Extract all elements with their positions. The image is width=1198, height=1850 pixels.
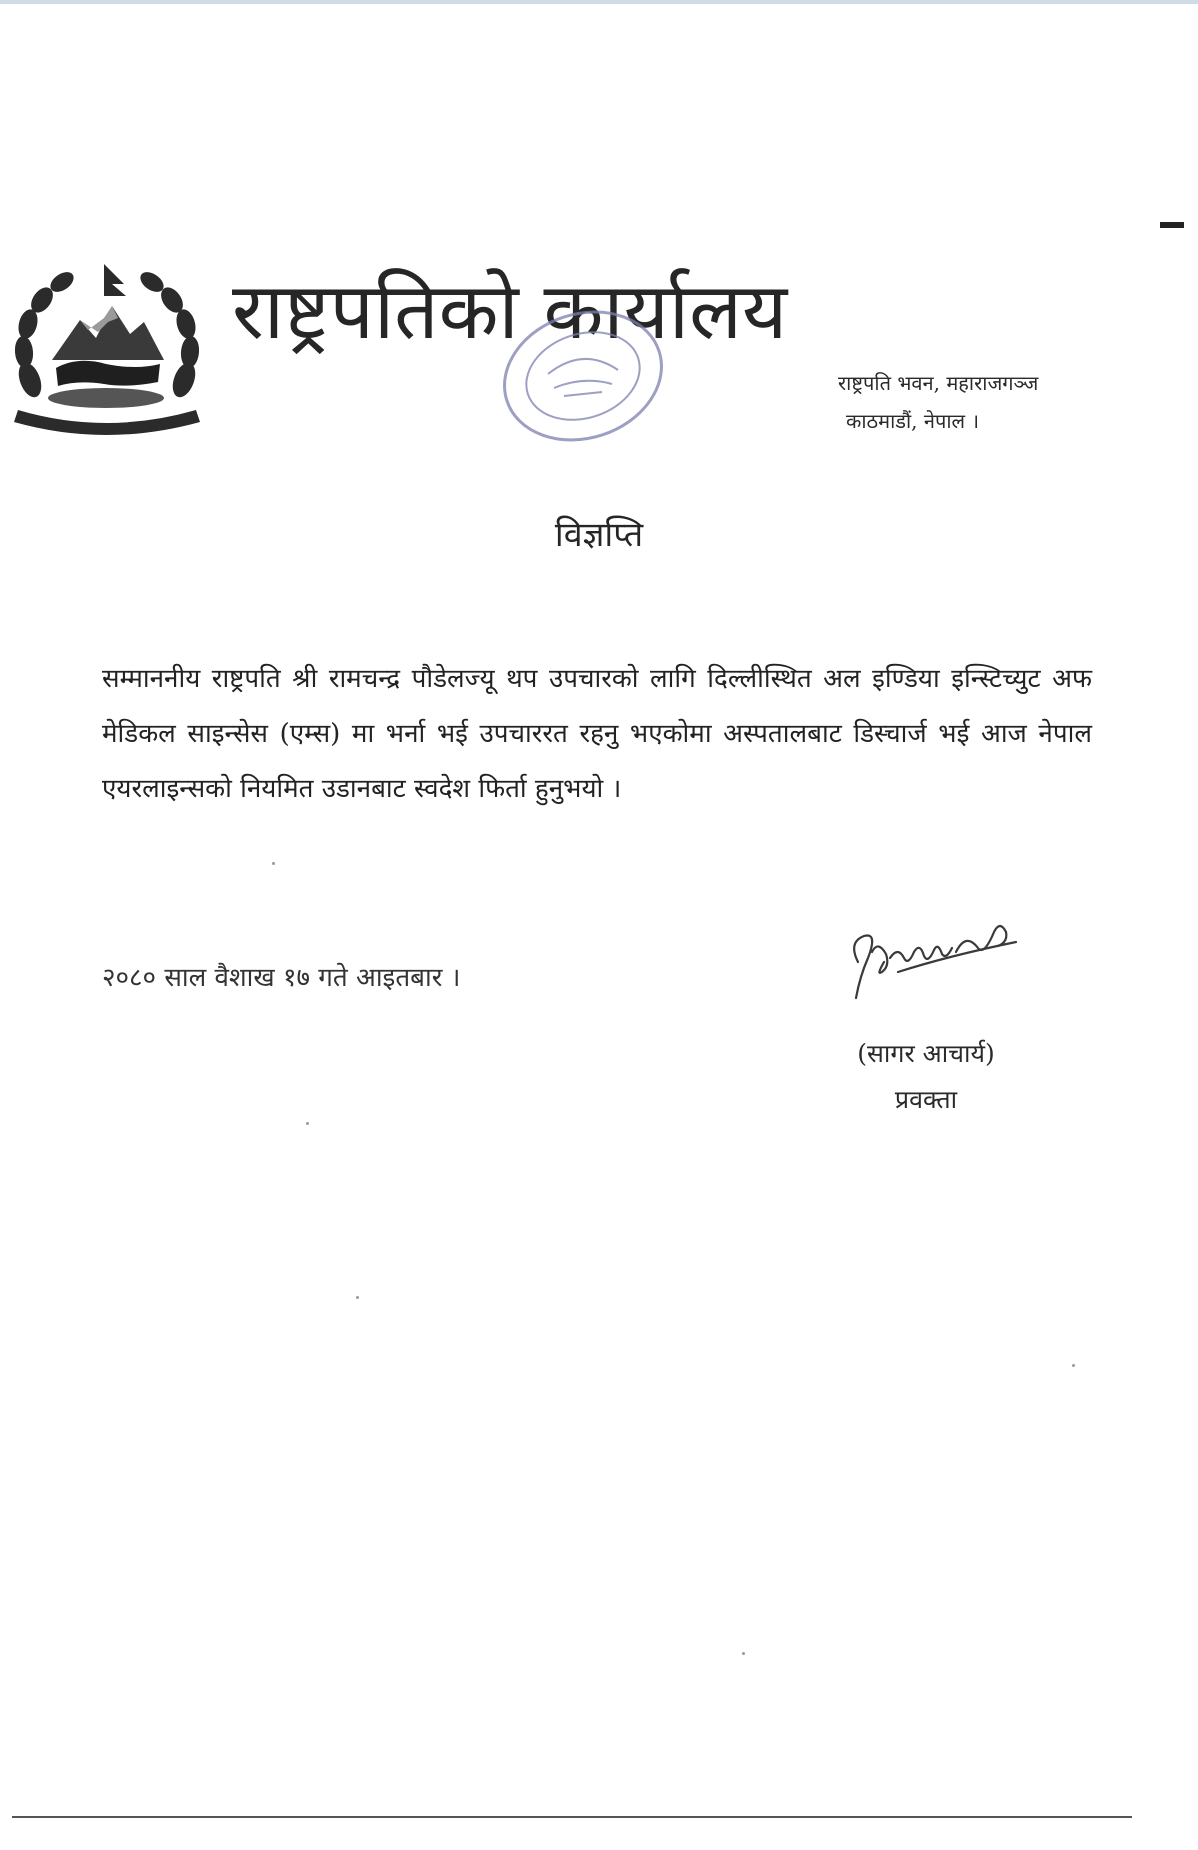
- top-edge-strip: [0, 0, 1198, 4]
- scan-speck: [306, 1122, 309, 1125]
- office-address: [838, 364, 1038, 440]
- scan-speck: [1072, 1364, 1075, 1367]
- official-stamp-icon: [488, 296, 678, 456]
- notice-heading: विज्ञप्ति: [554, 515, 644, 555]
- footer-rule: [12, 1816, 1132, 1818]
- scan-speck: [356, 1296, 359, 1299]
- nepal-emblem-icon: [8, 260, 204, 440]
- scan-speck: [742, 1652, 745, 1655]
- address-line-1: राष्ट्रपति भवन, महाराजगञ्ज: [838, 371, 1039, 395]
- signer-name: (सागर आचार्य): [857, 1039, 995, 1068]
- address-line-2: काठमाडौं, नेपाल ।: [846, 409, 980, 433]
- notice-date: २०८० साल वैशाख १७ गते आइतबार ।: [102, 963, 461, 993]
- handwritten-signature: [838, 902, 1028, 1022]
- office-title: राष्ट्रपतिको कार्यालय: [232, 267, 788, 357]
- notice-body: सम्माननीय राष्ट्रपति श्री रामचन्द्र पौडेलज्यू थप उपचारको लागि दिल्लीस्थित अल इण्डिया इन्स्टिच्युट अफ मेडिकल साइन्सेस (एम्स) मा भर्ना भई उपचाररत रहनु भएकोमा अस्पतालबाट डिस्चार्ज भई आज नेपाल एयरलाइन्सको नियमित उडानबाट स्वदेश फिर्ता हुनुभयो ।: [102, 664, 1092, 804]
- edge-mark: [1160, 222, 1184, 228]
- scan-speck: [272, 862, 275, 865]
- signer-title: प्रवक्ता: [894, 1085, 958, 1114]
